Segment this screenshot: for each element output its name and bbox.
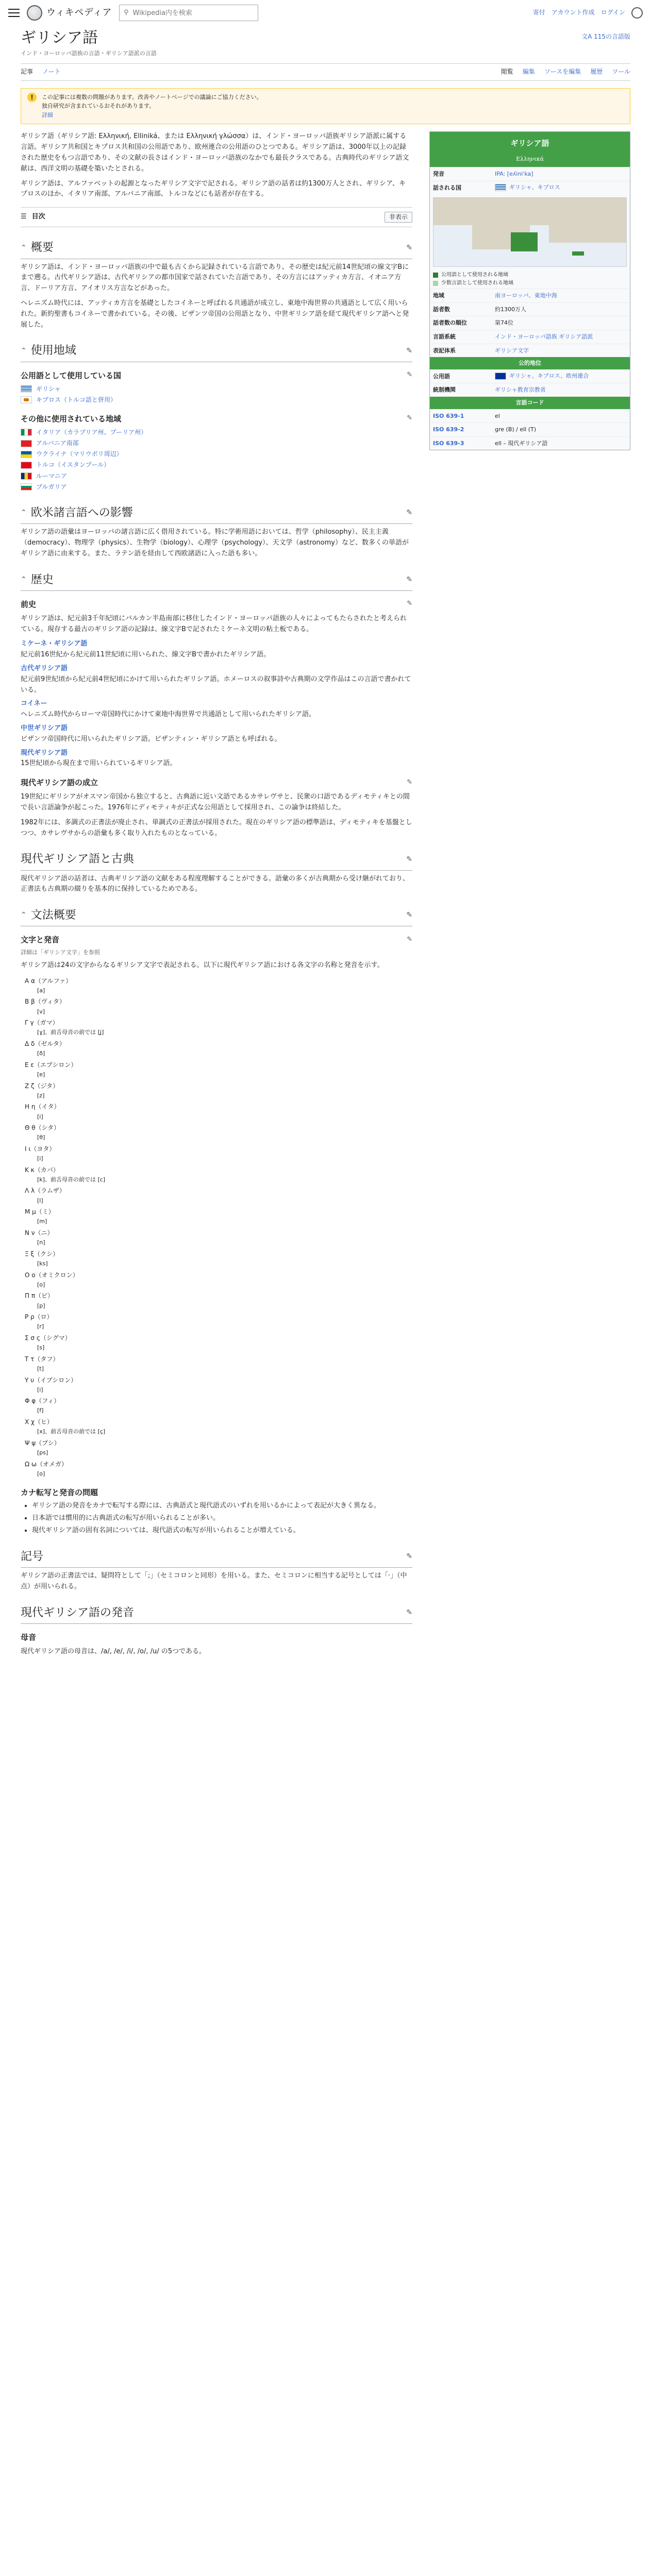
list-item: ルーマニア bbox=[21, 471, 412, 482]
letter-sound: [l] bbox=[37, 1197, 43, 1204]
letter-sound: [e] bbox=[37, 1071, 45, 1078]
definition: 紀元前16世紀から紀元前11世紀頃に用いられた、線文字Bで書かれたギリシア語。 bbox=[21, 651, 271, 659]
page-subtitle: インド・ヨーロッパ語族の言語・ギリシア語派の言語 bbox=[21, 50, 157, 57]
letter-sound: [x]、前舌母音の前では [ç] bbox=[37, 1428, 106, 1435]
edit-icon[interactable]: ✎ bbox=[406, 1608, 412, 1617]
subsection-heading: 母音 bbox=[21, 1632, 37, 1642]
search-icon: ⚲ bbox=[123, 8, 129, 16]
definition: ビザンツ帝国時代に用いられたギリシア語。ビザンティン・ギリシア語とも呼ばれる。 bbox=[21, 735, 281, 743]
article-body bbox=[21, 131, 412, 1657]
tab-edit-source[interactable]: ソースを編集 bbox=[544, 68, 581, 75]
edit-icon[interactable]: ✎ bbox=[407, 414, 412, 422]
paragraph: ギリシア語の語彙はヨーロッパの諸言語に広く借用されている。特に学術用語においては、哲学（philosophy）、民主主義（democracy）、物理学（physics）、生物学（biology）、心理学（psychology）、天文学（astronomy）など、数多くの単語がギリシア語に由来する。また、ラテン語を経由して西欧諸語に入った語も多い。 bbox=[21, 528, 409, 557]
tab-read[interactable]: 閲覧 bbox=[500, 68, 513, 75]
letter-item bbox=[25, 1017, 412, 1038]
letter-name: Λ λ（ラムザ） bbox=[25, 1187, 65, 1195]
letter-sound: [i] bbox=[37, 1113, 43, 1120]
paragraph: ヘレニズム時代には、アッティカ方言を基礎としたコイネーと呼ばれる共通語が成立し、東地中海世界の共通語として広く用いられた。新約聖書もコイネーで書かれている。その後、ビザンツ帝国の公用語となり、中世ギリシア語を経て現代ギリシア語へと発展した。 bbox=[21, 299, 409, 329]
tab-article[interactable]: 記事 bbox=[21, 68, 34, 75]
notice-text: この記事には複数の問題があります。改善やノートページでの議論にご協力ください。 bbox=[42, 93, 262, 100]
infobox bbox=[429, 131, 630, 450]
subsection-heading: その他に使用されている地域 ✎ bbox=[21, 414, 412, 423]
edit-icon[interactable]: ✎ bbox=[407, 935, 412, 943]
letter-item bbox=[25, 1227, 412, 1248]
letter-sound: [v] bbox=[37, 1008, 45, 1015]
letter-item bbox=[25, 1353, 412, 1375]
notice-more-link[interactable]: 詳細 bbox=[42, 111, 53, 118]
letter-name: Κ κ（カパ） bbox=[25, 1166, 59, 1174]
letter-item bbox=[25, 1080, 412, 1101]
albania-flag-icon bbox=[21, 440, 32, 447]
list-item: ブルガリア bbox=[21, 482, 412, 493]
term[interactable]: 中世ギリシア語 bbox=[21, 724, 68, 732]
section-heading[interactable]: 現代ギリシア語と古典 ✎ bbox=[21, 850, 412, 870]
period-list bbox=[21, 639, 412, 769]
top-bar bbox=[0, 0, 651, 26]
create-account-link[interactable]: アカウント作成 bbox=[551, 9, 595, 16]
map-legend: 公用語として使用される地域 少数言語として使用される地域 bbox=[430, 270, 630, 289]
cyprus-flag-icon bbox=[21, 396, 32, 403]
title-area bbox=[0, 26, 651, 58]
infobox-row: 話される国 ギリシャ、キプロス bbox=[430, 181, 630, 195]
letter-sound: [r] bbox=[37, 1323, 44, 1330]
letter-item bbox=[25, 975, 412, 996]
letter-name: Η η（イタ） bbox=[25, 1103, 60, 1111]
infobox-row: ISO 639-2 gre (B) / ell (T) bbox=[430, 422, 630, 436]
letter-item bbox=[25, 1185, 412, 1206]
letter-sound: [n] bbox=[37, 1239, 45, 1246]
infobox-title: ギリシア語 bbox=[430, 132, 630, 155]
notice-sub: 独自研究が含まれているおそれがあります。 bbox=[42, 103, 155, 110]
official-country-list bbox=[21, 384, 412, 405]
letter-sound: [i] bbox=[37, 1386, 43, 1393]
letter-sound: [a] bbox=[37, 987, 45, 994]
languages-button[interactable]: 文A 115の言語版 bbox=[581, 33, 630, 40]
edit-icon[interactable]: ✎ bbox=[406, 509, 412, 517]
infobox-row: 発音 IPA: [eʎiniˈka] bbox=[430, 167, 630, 181]
infobox-row: 地域 南ヨーロッパ、東地中海 bbox=[430, 289, 630, 302]
letter-item bbox=[25, 1143, 412, 1164]
list-item: キプロス（トルコ語と併用） bbox=[21, 395, 412, 405]
letter-name: Δ δ（ゼルタ） bbox=[25, 1040, 65, 1048]
wikipedia-globe-icon bbox=[27, 5, 42, 21]
letter-sound: [i] bbox=[37, 1155, 43, 1162]
paragraph: ギリシア語は、インド・ヨーロッパ語族の中で最も古くから記録されている言語であり、その歴史は紀元前14世紀頃の線文字Bにまで遡る。古代ギリシア語は、古代ギリシアの都市国家で話されていた言語であり、その方言にはアッティカ方言、イオニア方言、ドーリア方言、アイオリス方言などがあった。 bbox=[21, 263, 409, 293]
paragraph: 19世紀にギリシアがオスマン帝国から独立すると、古典語に近い文語であるカサレヴサと、民衆の口語であるディモティキとの間で長い言語論争が起こった。1976年にディモティキが正式な公用語として採用され、この論争は終結した。 bbox=[21, 793, 410, 811]
letter-item bbox=[25, 1059, 412, 1080]
letter-item bbox=[25, 1290, 412, 1311]
bulgaria-flag-icon bbox=[21, 483, 32, 490]
list-item: ギリシャ bbox=[21, 384, 412, 395]
letter-name: Ο ο（オミクロン） bbox=[25, 1271, 79, 1279]
paragraph: ギリシア語は24の文字からなるギリシア文字で表記される。以下に現代ギリシア語における各文字の名称と発音を示す。 bbox=[21, 961, 384, 969]
definition: 紀元前9世紀頃から紀元前4世紀頃にかけて用いられたギリシア語。ホメーロスの叙事詩や古典期の文学作品はこの言語で書かれている。 bbox=[21, 675, 411, 694]
term[interactable]: コイネー bbox=[21, 700, 47, 708]
paragraph: 現代ギリシア語の母音は、/a/, /e/, /i/, /o/, /u/ の5つである。 bbox=[21, 1647, 206, 1655]
section-heading[interactable]: ⌃ 欧米諸言語への影響 ✎ bbox=[21, 504, 412, 524]
section-heading[interactable]: ⌃ 概要 ✎ bbox=[21, 239, 412, 259]
tab-talk[interactable]: ノート bbox=[42, 68, 61, 75]
section-heading[interactable]: ⌃ 文法概要 ✎ bbox=[21, 906, 412, 926]
letter-name: Ζ ζ（ジタ） bbox=[25, 1082, 59, 1090]
letter-sound: [p] bbox=[37, 1302, 45, 1309]
letter-name: Ω ω（オメガ） bbox=[25, 1460, 68, 1468]
letter-sound: [ð] bbox=[37, 1050, 45, 1057]
edit-icon[interactable]: ✎ bbox=[406, 243, 412, 252]
definition: 15世紀頃から現在まで用いられているギリシア語。 bbox=[21, 759, 177, 768]
subsection-heading: 現代ギリシア語の成立 ✎ bbox=[21, 778, 412, 788]
paragraph: 1982年には、多調式の正書法が廃止され、単調式の正書法が採用された。現在のギリシア語の標準語は、ディモティキを基盤としつつ、カサレヴサからの語彙も多く取り入れたものとなっている。 bbox=[21, 818, 412, 837]
greece-flag-icon bbox=[21, 385, 32, 393]
letter-name: Ψ ψ（プシ） bbox=[25, 1439, 60, 1447]
section-heading[interactable]: ⌃ 歴史 ✎ bbox=[21, 571, 412, 591]
lead-paragraph: ギリシア語は、アルファベットの起源となったギリシア文字で記される。ギリシア語の話者は約1300万人とされ、ギリシア、キプロスのほか、イタリア南部、アルバニア南部、トルコなどにも話者が存在する。 bbox=[21, 179, 406, 198]
romania-flag-icon bbox=[21, 472, 32, 480]
lead-paragraph: ギリシア語（ギリシア語: Ελληνική, Elliniká、または Ελληνική γλώσσα）は、インド・ヨーロッパ語族ギリシア語派に属する言語。ギリシア共和国とキプロス共和国の公用語であり、欧州連合の公用語のひとつである。ギリシア語は、3000年以上の記録された歴史をもつ言語であり、その文献の長さはインド・ヨーロッパ語族のなかでも最長クラスである。古典時代のギリシア語文献は、西洋文明の基礎を築いたとされる。 bbox=[21, 132, 409, 173]
definition: ヘレニズム時代からローマ帝国時代にかけて東地中海世界で共通語として用いられたギリシア語。 bbox=[21, 710, 316, 719]
list-item: トルコ（イスタンブール） bbox=[21, 460, 412, 470]
letter-name: Σ σ ς（シグマ） bbox=[25, 1334, 71, 1342]
letter-item bbox=[25, 1375, 412, 1396]
letter-name: Χ χ（ヒ） bbox=[25, 1418, 53, 1426]
letter-sound: [f] bbox=[37, 1407, 44, 1414]
eu-flag-icon bbox=[495, 372, 506, 380]
distribution-map bbox=[433, 197, 627, 267]
toc-toggle-button[interactable]: 非表示 bbox=[385, 212, 412, 223]
ukraine-flag-icon bbox=[21, 451, 32, 458]
subsection-heading: 前史 ✎ bbox=[21, 599, 412, 609]
legend-swatch bbox=[433, 281, 438, 286]
tab-edit[interactable]: 編集 bbox=[522, 68, 535, 75]
subsection-heading: 文字と発音 ✎ bbox=[21, 935, 412, 945]
letter-sound: [s] bbox=[37, 1344, 45, 1351]
letter-item bbox=[25, 1437, 412, 1459]
letter-sound: [o] bbox=[37, 1281, 45, 1288]
edit-icon[interactable]: ✎ bbox=[406, 1552, 412, 1561]
letter-sound: [z] bbox=[37, 1092, 45, 1099]
infobox-row: 言語系統 インド・ヨーロッパ語族 ギリシア語派 bbox=[430, 330, 630, 344]
letter-name: Τ τ（タフ） bbox=[25, 1355, 59, 1363]
page-title: ギリシア語 bbox=[21, 29, 98, 47]
italy-flag-icon bbox=[21, 429, 32, 436]
letter-sound: [θ] bbox=[37, 1134, 45, 1141]
letter-item bbox=[25, 1248, 412, 1269]
letter-item bbox=[25, 1164, 412, 1185]
letter-item bbox=[25, 1122, 412, 1143]
toc-icon: ☰ bbox=[21, 213, 27, 221]
infobox-row: 話者数の順位 第74位 bbox=[430, 316, 630, 330]
user-icon[interactable] bbox=[631, 7, 643, 19]
infobox-section-status: 公的地位 bbox=[430, 357, 630, 369]
turkey-flag-icon bbox=[21, 462, 32, 469]
term[interactable]: 現代ギリシア語 bbox=[21, 749, 68, 757]
main-content bbox=[21, 131, 630, 1657]
hatnote: 詳細は「ギリシア文字」を参照 bbox=[21, 949, 100, 956]
tab-history[interactable]: 履歴 bbox=[590, 68, 603, 75]
subsection-heading: 公用語として使用している国 ✎ bbox=[21, 370, 412, 380]
letter-name: Ρ ρ（ロ） bbox=[25, 1313, 53, 1321]
section-heading[interactable]: ⌃ 使用地域 ✎ bbox=[21, 342, 412, 362]
letter-name: Φ φ（フィ） bbox=[25, 1397, 60, 1405]
donate-link[interactable]: 寄付 bbox=[532, 9, 545, 16]
letter-sound: [ks] bbox=[37, 1260, 48, 1267]
list-item: アルバニア南部 bbox=[21, 438, 412, 449]
maintenance-notice bbox=[21, 88, 630, 125]
edit-icon[interactable]: ✎ bbox=[407, 778, 412, 786]
letter-name: Μ μ（ミ） bbox=[25, 1208, 55, 1216]
letter-item bbox=[25, 1395, 412, 1416]
menu-icon[interactable] bbox=[8, 9, 20, 17]
language-switcher[interactable] bbox=[581, 32, 630, 42]
site-logo[interactable] bbox=[27, 5, 112, 21]
letter-item bbox=[25, 1269, 412, 1291]
infobox-row: ISO 639-1 el bbox=[430, 409, 630, 423]
infobox-native: Ελληνικά bbox=[430, 155, 630, 167]
letter-list bbox=[21, 975, 412, 1480]
letter-sound: [ps] bbox=[37, 1449, 48, 1456]
letter-item bbox=[25, 1332, 412, 1353]
table-of-contents bbox=[21, 207, 412, 227]
letter-name: Ε ε（エプシロン） bbox=[25, 1061, 77, 1069]
letter-item bbox=[25, 1101, 412, 1122]
list-item: • ギリシア語の発音をカナで転写する際には、古典語式と現代語式のいずれを用いるかによって表記が大きく異なる。 bbox=[32, 1501, 412, 1512]
edit-icon[interactable]: ✎ bbox=[406, 855, 412, 863]
list-item: イタリア（カラブリア州、プーリア州） bbox=[21, 427, 412, 438]
letter-sound: [k]、前舌母音の前では [c] bbox=[37, 1176, 106, 1183]
search-input[interactable] bbox=[132, 9, 245, 18]
chevron-up-icon[interactable]: ⌃ bbox=[21, 509, 27, 517]
letter-item bbox=[25, 1038, 412, 1059]
letter-item bbox=[25, 996, 412, 1017]
action-bar bbox=[21, 63, 630, 81]
term[interactable]: 古代ギリシア語 bbox=[21, 664, 68, 672]
bullet-list bbox=[21, 1501, 412, 1536]
list-item: • 日本語では慣用的に古典語式の転写が用いられることが多い。 bbox=[32, 1513, 412, 1524]
greece-flag-icon bbox=[495, 184, 506, 191]
letter-name: Ν ν（ニ） bbox=[25, 1229, 54, 1237]
letter-name: Α α（アルファ） bbox=[25, 977, 72, 985]
section-heading[interactable]: 現代ギリシア語の発音 ✎ bbox=[21, 1604, 412, 1624]
edit-icon[interactable]: ✎ bbox=[407, 371, 412, 379]
list-item: ウクライナ（マリウポリ周辺） bbox=[21, 449, 412, 460]
section-heading[interactable]: 記号 ✎ bbox=[21, 1548, 412, 1568]
edit-icon[interactable]: ✎ bbox=[406, 575, 412, 584]
edit-icon[interactable]: ✎ bbox=[406, 911, 412, 920]
edit-icon[interactable]: ✎ bbox=[406, 346, 412, 355]
infobox-row: ISO 639-3 ell – 現代ギリシア語 bbox=[430, 436, 630, 450]
letter-name: Ι ι（ヨタ） bbox=[25, 1145, 56, 1153]
infobox-section-codes: 言語コード bbox=[430, 397, 630, 409]
chevron-up-icon[interactable]: ⌃ bbox=[21, 911, 27, 920]
term[interactable]: ミケーネ・ギリシア語 bbox=[21, 640, 88, 648]
chevron-up-icon[interactable]: ⌃ bbox=[21, 243, 27, 252]
letter-name: Γ γ（ガマ） bbox=[25, 1019, 59, 1027]
chevron-up-icon[interactable]: ⌃ bbox=[21, 346, 27, 355]
infobox-row: 表記体系 ギリシア文字 bbox=[430, 344, 630, 358]
infobox-row: 公用語 ギリシャ、キプロス、欧州連合 bbox=[430, 369, 630, 383]
subsection-heading: カナ転写と発音の問題 bbox=[21, 1488, 98, 1498]
toc-label: 目次 bbox=[31, 213, 45, 221]
paragraph: 現代ギリシア語の話者は、古典ギリシア語の文献をある程度理解することができる。語彙の多くが古典期から受け継がれており、正書法も古典期の綴りを基本的に保持しているためである。 bbox=[21, 874, 410, 893]
wordmark: ウィキペディア bbox=[46, 7, 112, 18]
infobox-row: 統制機関 ギリシャ教育宗教省 bbox=[430, 383, 630, 397]
edit-icon[interactable]: ✎ bbox=[407, 600, 412, 608]
tab-tools[interactable]: ツール bbox=[612, 68, 630, 75]
letter-sound: [ɣ]、前舌母音の前では [ʝ] bbox=[37, 1029, 104, 1036]
warning-icon: ! bbox=[27, 93, 37, 102]
letter-name: Θ θ（シタ） bbox=[25, 1124, 60, 1132]
letter-item bbox=[25, 1311, 412, 1332]
login-link[interactable]: ログイン bbox=[600, 9, 625, 16]
letter-sound: [m] bbox=[37, 1218, 47, 1225]
letter-name: Ξ ξ（クシ） bbox=[25, 1250, 59, 1258]
legend-swatch bbox=[433, 273, 438, 278]
letter-item bbox=[25, 1459, 412, 1480]
infobox-row: 話者数 約1300万人 bbox=[430, 302, 630, 316]
letter-item bbox=[25, 1416, 412, 1437]
paragraph: ギリシア語の正書法では、疑問符として「;」（セミコロンと同形）を用いる。また、セミコロンに相当する記号としては「·」（中点）が用いられる。 bbox=[21, 1572, 407, 1590]
letter-sound: [t] bbox=[37, 1365, 44, 1372]
letter-name: Π π（ピ） bbox=[25, 1292, 54, 1300]
letter-name: Υ υ（イプシロン） bbox=[25, 1376, 77, 1384]
list-item: • 現代ギリシア語の固有名詞については、現代語式の転写が用いられることが増えている。 bbox=[32, 1526, 412, 1536]
letter-sound: [o] bbox=[37, 1470, 45, 1477]
chevron-up-icon[interactable]: ⌃ bbox=[21, 575, 27, 584]
paragraph: ギリシア語は、紀元前3千年紀頃にバルカン半島南部に移住したインド・ヨーロッパ語族の人々によってもたらされたと考えられている。現存する最古のギリシア語の記録は、線文字Bで記されたミケーネ文明の粘土板である。 bbox=[21, 614, 407, 633]
letter-item bbox=[25, 1206, 412, 1227]
letter-name: Β β（ヴィタ） bbox=[25, 998, 65, 1006]
search-box[interactable] bbox=[119, 5, 258, 21]
minority-region-list bbox=[21, 427, 412, 493]
